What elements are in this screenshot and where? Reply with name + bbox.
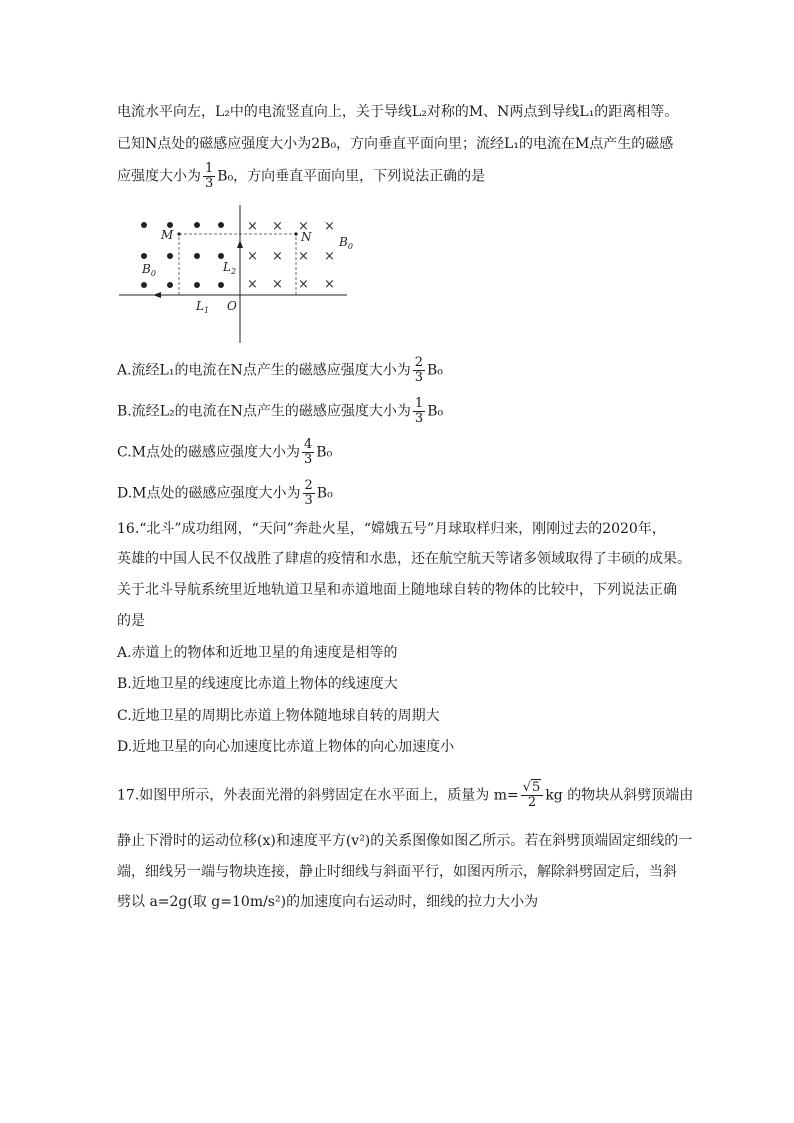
- q17-stem-line2: 静止下滑时的运动位移(x)和速度平方(v²)的关系图像如图乙所示。若在斜劈顶端固定细线的一: [117, 833, 693, 849]
- svg-text:×: ×: [272, 249, 283, 264]
- wire-L2-arrow: [237, 240, 243, 248]
- label-B0-left: $B_0$: [142, 262, 156, 278]
- q16-stem-line2: 英雄的中国人民不仅战胜了肆虐的疫情和水患，还在航空航天等诸多领域取得了丰硕的成果。: [117, 551, 691, 567]
- label-L2: $L_2$: [223, 260, 237, 276]
- q16-stem-line1: 16.“北斗”成功组网，“天问”奔赴火星，“嫦娥五号”月球取样归来，刚刚过去的2020年，: [117, 521, 666, 537]
- svg-text:×: ×: [272, 277, 283, 292]
- point-M: [177, 232, 180, 235]
- wire-L1-arrow: [153, 292, 161, 298]
- q16-option-c: C.近地卫星的周期比赤道上物体随地球自转的周期大: [117, 708, 440, 724]
- fraction-sqrt5-over-2: $\frac{√5}{2}$: [521, 781, 544, 810]
- q15-stem-line3-pre: 应强度大小为: [117, 168, 201, 185]
- q16-option-d: D.近地卫星的向心加速度比赤道上物体的向心加速度小: [117, 739, 455, 755]
- svg-text:×: ×: [298, 219, 309, 234]
- field-dots-left: [141, 222, 224, 288]
- svg-text:×: ×: [324, 277, 335, 292]
- q15-option-b: B.流经L₂的电流在N点产生的磁感应强度大小为 $\frac{1}{3}$ B₀: [117, 396, 444, 426]
- fraction: $\frac{4}{3}$: [304, 437, 313, 467]
- point-N: [294, 232, 297, 235]
- svg-text:×: ×: [272, 219, 283, 234]
- svg-text:×: ×: [298, 249, 309, 264]
- q15-stem-line3-post: B₀，方向垂直平面向里，下列说法正确的是: [217, 168, 486, 185]
- q16-option-b: B.近地卫星的线速度比赤道上物体的线速度大: [117, 676, 398, 692]
- label-M: M: [161, 228, 174, 242]
- svg-text:×: ×: [324, 249, 335, 264]
- q17-stem-line1: 17.如图甲所示，外表面光滑的斜劈固定在水平面上，质量为 m= $\frac{√5}{2}$ kg 的物块从斜劈顶端由: [117, 780, 694, 810]
- fraction: $\frac{1}{3}$: [414, 396, 424, 426]
- q17-stem-line3: 端，细线另一端与物块连接，静止时细线与斜面平行，如图丙所示，解除斜劈固定后，当斜: [117, 864, 677, 880]
- q15-option-a: A.流经L₁的电流在N点产生的磁感应强度大小为 $\frac{2}{3}$ B₀: [117, 355, 443, 385]
- q16-option-a: A.赤道上的物体和近地卫星的角速度是相等的: [117, 645, 398, 661]
- label-N: N: [301, 230, 312, 244]
- fraction: $\frac{2}{3}$: [304, 478, 313, 508]
- q16-stem-line3: 关于北斗导航系统里近地轨道卫星和赤道地面上随地球自转的物体的比较中，下列说法正确: [117, 582, 677, 598]
- q15-stem-line1: 电流水平向左，L₂中的电流竖直向上，关于导线L₂对称的M、N两点到导线L₁的距离相等。: [117, 104, 679, 120]
- q15-stem-line3: [117, 162, 485, 191]
- q15-option-c: C.M点处的磁感应强度大小为 $\frac{4}{3}$ B₀: [117, 437, 333, 467]
- svg-text:×: ×: [247, 249, 258, 264]
- svg-text:×: ×: [324, 219, 335, 234]
- label-L1: $L_1$: [196, 299, 210, 315]
- label-O: O: [227, 299, 237, 313]
- q15-stem-line2: 已知N点处的磁感应强度大小为2B₀，方向垂直平面向里；流经L₁的电流在M点产生的磁感: [117, 136, 674, 152]
- field-crosses-right: [247, 219, 335, 292]
- svg-text:×: ×: [298, 277, 309, 292]
- sqrt-symbol: √5: [522, 780, 541, 795]
- label-B0-right: $B_0$: [339, 235, 353, 251]
- q15-option-d: D.M点处的磁感应强度大小为 $\frac{2}{3}$ B₀: [117, 478, 333, 508]
- q16-stem-line4: 的是: [117, 613, 145, 629]
- svg-text:×: ×: [247, 219, 258, 234]
- magnetic-field-figure: [117, 203, 357, 345]
- q17-stem-line4: 劈以 a=2g(取 g=10m/s²)的加速度向右运动时，细线的拉力大小为: [117, 894, 539, 910]
- svg-text:×: ×: [247, 277, 258, 292]
- fraction: $\frac{2}{3}$: [414, 355, 423, 385]
- fraction-one-third: $\frac{1}{3}$: [205, 161, 214, 191]
